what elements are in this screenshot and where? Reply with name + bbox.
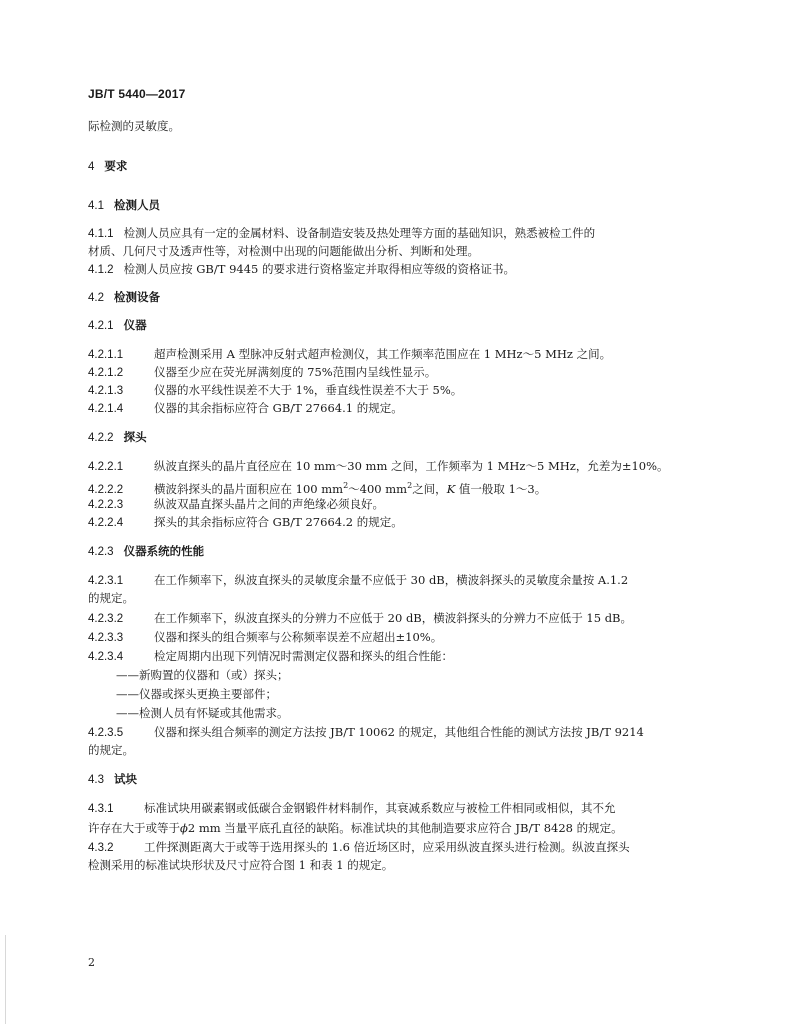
section-heading-4-2-3 — [88, 544, 708, 561]
clause-number: 4.2.1.2 — [88, 367, 124, 379]
clause-4-1-2 — [88, 261, 708, 279]
dash-list-item: ——仪器或探头更换主要部件； — [116, 687, 277, 701]
clause-text: 仪器的其余指标应符合 GB/T 27664.1 的规定。 — [154, 401, 403, 415]
clause-4-2-2-3 — [88, 496, 708, 514]
clause-text: 纵波直探头的晶片直径应在 10 mm～30 mm 之间，工作频率为 1 MHz～5 MHz，允差为±10%。 — [154, 459, 669, 473]
page-number: 2 — [88, 956, 95, 969]
section-heading-4-3 — [88, 772, 708, 789]
clause-text: 检测人员应按 GB/T 9445 的要求进行资格鉴定并取得相应等级的资格证书。 — [123, 262, 515, 276]
section-number: 4 — [88, 161, 95, 173]
clause-number: 4.2.2.2 — [88, 483, 124, 496]
clause-4-2-3-1 — [88, 572, 708, 590]
clause-number: 4.1.2 — [88, 264, 114, 276]
paragraph-line: 检测采用的标准试块形状及尺寸应符合图 1 和表 1 的规定。 — [88, 858, 394, 872]
clause-text: 工件探测距离大于或等于选用探头的 1.6 倍近场区时，应采用纵波直探头进行检测。纵波直探头 — [144, 840, 630, 854]
clause-number: 4.2.3.1 — [88, 575, 124, 587]
clause-4-2-2-1 — [88, 458, 708, 476]
paragraph-line: 的规定。 — [88, 591, 134, 605]
clause-text: 之间， — [412, 481, 447, 496]
clause-text: 检定周期内出现下列情况时需测定仪器和探头的组合性能： — [154, 649, 453, 663]
section-number: 4.2.2 — [88, 432, 114, 444]
clause-text: 仪器的水平线性误差不大于 1%，垂直线性误差不大于 5%。 — [154, 383, 463, 397]
section-heading-4-2-1 — [88, 318, 708, 335]
clause-4-2-3-2 — [88, 610, 708, 628]
clause-number: 4.2.2.3 — [88, 499, 124, 511]
clause-text: 在工作频率下，纵波直探头的分辨力不应低于 20 dB，横波斜探头的分辨力不应低于 15 dB。 — [154, 611, 633, 625]
clause-text: 在工作频率下，纵波直探头的灵敏度余量不应低于 30 dB，横波斜探头的灵敏度余量按 A.1.2 — [154, 573, 629, 587]
clause-4-2-1-4 — [88, 400, 708, 418]
clause-number: 4.2.1.3 — [88, 385, 124, 397]
clause-4-2-2-4 — [88, 514, 708, 532]
phi-symbol: ϕ — [180, 821, 188, 835]
clause-number: 4.2.3.5 — [88, 727, 124, 739]
paragraph-line — [88, 820, 708, 837]
section-number: 4.3 — [88, 774, 104, 786]
section-title: 仪器系统的性能 — [123, 546, 205, 558]
section-heading-4-2 — [88, 290, 708, 307]
clause-number: 4.2.2.1 — [88, 461, 124, 473]
clause-text: 纵波双晶直探头晶片之间的声绝缘必须良好。 — [154, 497, 384, 511]
clause-4-1-1 — [88, 225, 708, 243]
clause-4-2-1-2 — [88, 364, 708, 382]
clause-number: 4.2.1.4 — [88, 403, 124, 415]
paragraph-line: 际检测的灵敏度。 — [88, 119, 180, 133]
clause-4-2-3-5 — [88, 724, 708, 742]
clause-text: 仪器至少应在荧光屏满刻度的 75%范围内呈线性显示。 — [154, 365, 437, 379]
clause-text: 超声检测采用 A 型脉冲反射式超声检测仪，其工作频率范围应在 1 MHz～5 MHz 之间。 — [154, 347, 612, 361]
section-title: 检测人员 — [114, 200, 160, 212]
clause-4-2-3-3 — [88, 629, 708, 647]
clause-4-3-2 — [88, 839, 708, 857]
clause-text: 值一般取 1～3。 — [455, 481, 547, 496]
clause-text: 仪器和探头组合频率的测定方法按 JB/T 10062 的规定，其他组合性能的测试方法按 JB/T 9214 — [154, 725, 644, 739]
superscript: 2 — [407, 481, 413, 490]
section-number: 4.2.1 — [88, 320, 114, 332]
section-heading-4 — [88, 159, 708, 176]
section-number: 4.1 — [88, 200, 104, 212]
variable-k: K — [446, 481, 456, 496]
clause-4-2-1-1 — [88, 346, 708, 364]
section-title: 探头 — [123, 432, 147, 444]
clause-number: 4.1.1 — [88, 228, 114, 240]
clause-number: 4.3.1 — [88, 803, 114, 815]
section-title: 仪器 — [123, 320, 147, 332]
clause-4-2-1-3 — [88, 382, 708, 400]
clause-text: 检测人员应具有一定的金属材料、设备制造安装及热处理等方面的基础知识，熟悉被检工件的 — [123, 226, 596, 240]
section-number: 4.2 — [88, 292, 104, 304]
clause-text: ～400 mm — [348, 481, 408, 496]
clause-number: 4.2.2.4 — [88, 517, 124, 529]
clause-4-3-1 — [88, 800, 708, 818]
clause-text: 标准试块用碳素钢或低碳合金钢锻件材料制作，其衰减系数应与被检工件相同或相似，其不允 — [144, 801, 616, 815]
clause-number: 4.2.1.1 — [88, 349, 124, 361]
clause-number: 4.2.3.4 — [88, 651, 124, 663]
clause-text: 许存在大于或等于 — [88, 821, 180, 835]
clause-text: 2 mm 当量平底孔直径的缺陷。标准试块的其他制造要求应符合 JB/T 8428 的规定。 — [187, 821, 623, 835]
section-heading-4-1 — [88, 198, 708, 215]
clause-number: 4.3.2 — [88, 842, 114, 854]
clause-4-2-3-4 — [88, 648, 708, 666]
clause-number: 4.2.3.2 — [88, 613, 124, 625]
clause-text: 横波斜探头的晶片面积应在 100 mm — [154, 481, 344, 496]
paragraph-line: 的规定。 — [88, 743, 134, 757]
section-title: 要求 — [104, 161, 128, 173]
section-number: 4.2.3 — [88, 546, 114, 558]
section-title: 试块 — [114, 774, 137, 786]
standard-code: JB/T 5440—2017 — [88, 87, 186, 101]
dash-list-item: ——检测人员有怀疑或其他需求。 — [116, 706, 289, 720]
clause-number: 4.2.3.3 — [88, 632, 124, 644]
paragraph-line: 材质、几何尺寸及透声性等，对检测中出现的问题能做出分析、判断和处理。 — [88, 244, 479, 258]
clause-text: 探头的其余指标应符合 GB/T 27664.2 的规定。 — [154, 515, 403, 529]
section-title: 检测设备 — [114, 292, 160, 304]
dash-list-item: ——新购置的仪器和（或）探头； — [116, 668, 289, 682]
superscript: 2 — [343, 481, 349, 490]
section-heading-4-2-2 — [88, 430, 708, 447]
margin-rule — [5, 935, 6, 1024]
clause-text: 仪器和探头的组合频率与公称频率误差不应超出±10%。 — [154, 630, 443, 644]
